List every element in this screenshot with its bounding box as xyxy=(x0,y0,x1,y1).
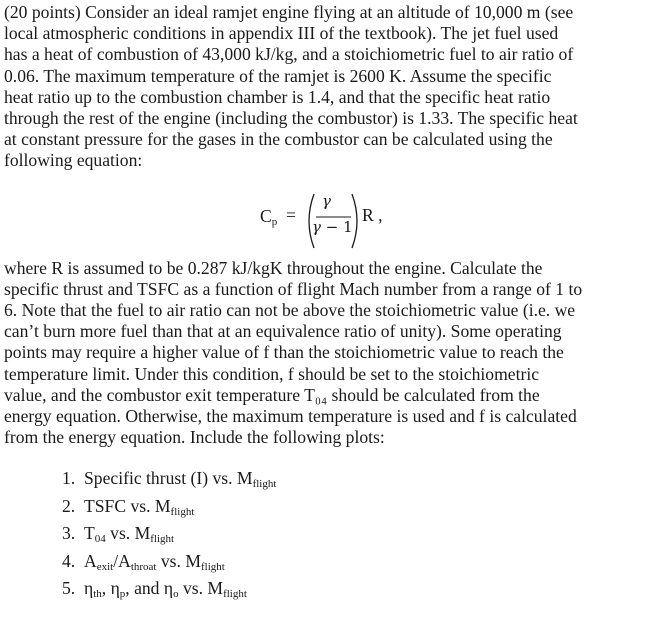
body-line: points may require a higher value of f than the stoichiometric value to reach the xyxy=(4,342,564,363)
intro-line: (20 points) Consider an ideal ramjet engine flying at an altitude of 10,000 m (see xyxy=(4,2,574,22)
problem-intro xyxy=(4,2,668,172)
problem-body xyxy=(4,258,668,449)
body-line: 6. Note that the fuel to air ratio can not be above the stoichiometric value (i.e. we xyxy=(4,300,576,321)
list-item: 5. $\eta_{th}$, $\eta_p$, and $\eta_o$ vs. $M_{flight}$ xyxy=(62,578,247,601)
body-line: from the energy equation. Include the following plots: xyxy=(4,427,385,448)
equation-equals: = xyxy=(286,204,296,225)
list-item: 3. $T_{04}$ vs. $M_{flight}$ xyxy=(62,523,175,546)
body-line: where R is assumed to be 0.287 kJ/kgK throughout the engine. Calculate the xyxy=(4,257,543,278)
list-item: 4. $A_{exit}/A_{throat}$ vs. $M_{flight}$ xyxy=(62,550,225,573)
equation-rhs: R , xyxy=(362,204,383,225)
body-line: can’t burn more fuel than that at an equivalence ratio of unity). Some operating xyxy=(4,321,562,342)
list-item: 2. TSFC vs. $M_{flight}$ xyxy=(62,495,195,518)
problem-page xyxy=(4,2,668,605)
fraction-denominator: γ − 1 xyxy=(312,217,353,236)
cp-equation xyxy=(4,190,668,252)
intro-line: following equation: xyxy=(4,150,143,171)
intro-line: through the rest of the engine (including the combustor) is 1.33. The specific heat xyxy=(4,108,578,129)
body-line: temperature limit. Under this condition, f should be set to the stoichiometric xyxy=(4,363,540,384)
intro-line: at constant pressure for the gases in the combustor can be calculated using the xyxy=(4,129,553,150)
body-line: value, and the combustor exit temperature T₀₄ should be calculated from the xyxy=(4,384,540,405)
fraction-numerator: γ xyxy=(322,191,331,210)
intro-line: has a heat of combustion of 43,000 kJ/kg, and a stoichiometric fuel to air ratio of xyxy=(4,44,574,65)
intro-line: heat ratio up to the combustion chamber is 1.4, and that the specific heat ratio xyxy=(4,86,551,107)
body-line: specific thrust and TSFC as a function of flight Mach number from a range of 1 to xyxy=(4,278,583,299)
body-line: energy equation. Otherwise, the maximum temperature is used and f is calculated xyxy=(4,406,577,427)
equation-lhs: $C_p$ xyxy=(260,205,278,228)
required-plots-list xyxy=(62,468,668,605)
intro-line: 0.06. The maximum temperature of the ramjet is 2600 K. Assume the specific xyxy=(4,65,552,86)
list-item: 1. Specific thrust (I) vs. $M_{flight}$ xyxy=(62,468,277,491)
intro-line: local atmospheric conditions in appendix III of the textbook). The jet fuel used xyxy=(4,23,559,44)
